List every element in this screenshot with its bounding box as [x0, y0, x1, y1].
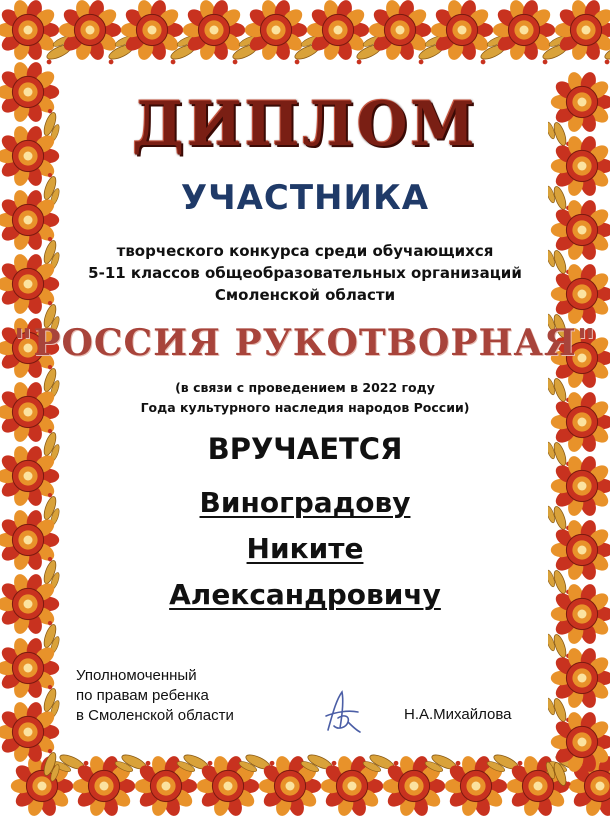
signer-position-line: по правам ребенка [76, 687, 209, 704]
recipient-patronymic: Александровичу [169, 578, 441, 611]
signer-position-line: Уполномоченный [76, 667, 197, 684]
diploma-title: ДИПЛОМ [132, 88, 478, 160]
leaf-ornament [545, 693, 571, 727]
recipient-surname: Виноградову [199, 486, 411, 519]
awarded-label: ВРУЧАЕТСЯ [207, 432, 403, 466]
diploma-subtitle: УЧАСТНИКА [180, 178, 430, 218]
signer-name: Н.А.Михайлова [404, 706, 512, 723]
event-note-line: Года культурного наследия народов России) [140, 400, 470, 415]
recipient-first-name: Никите [246, 532, 364, 565]
signer-position-line: в Смоленской области [76, 707, 234, 724]
contest-description-line: творческого конкурса среди обучающихся [116, 242, 494, 260]
contest-description [0, 240, 610, 306]
recipient-name [0, 480, 610, 618]
leaf-ornament [545, 629, 571, 663]
handwritten-signature [318, 686, 362, 736]
event-note [0, 378, 610, 418]
contest-name: "РОССИЯ РУКОТВОРНАЯ" [13, 322, 597, 364]
event-note-line: (в связи с проведением в 2022 году [175, 380, 435, 395]
flower-ornament [11, 754, 73, 816]
signer-position [76, 666, 234, 726]
contest-description-line: 5-11 классов общеобразовательных организаций [88, 264, 522, 282]
contest-description-line: Смоленской области [214, 286, 396, 304]
